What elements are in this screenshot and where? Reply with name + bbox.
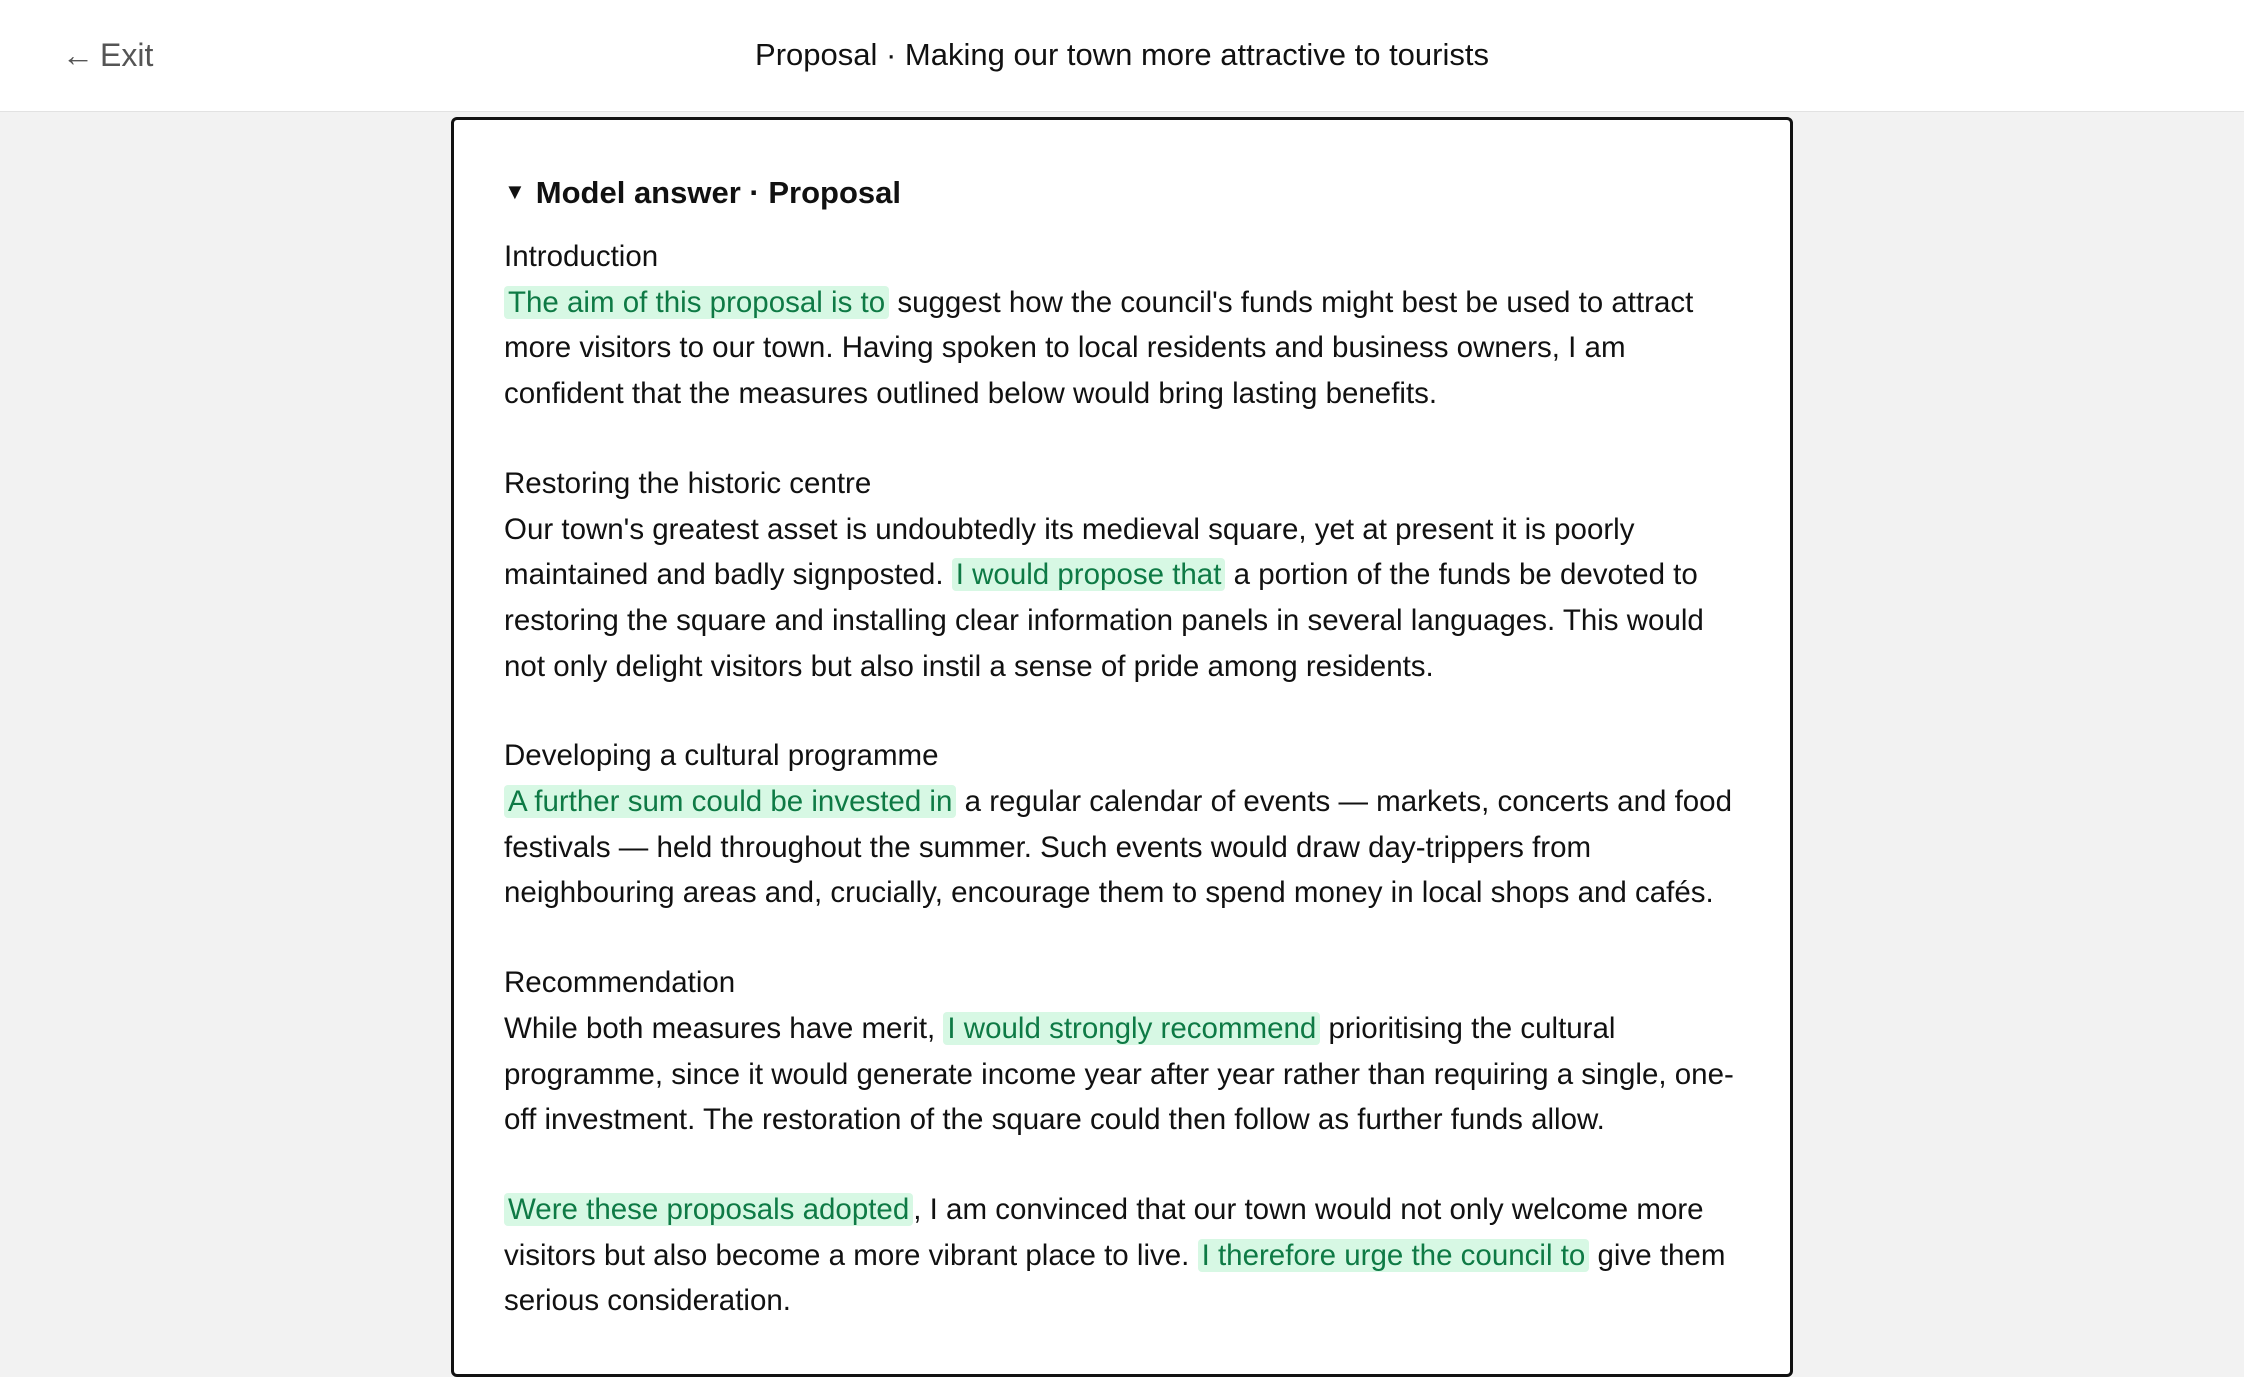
section-paragraph xyxy=(504,779,1744,916)
top-bar xyxy=(0,0,2244,112)
section-heading: Restoring the historic centre xyxy=(504,466,872,500)
section-paragraph xyxy=(504,1187,1744,1324)
page-title: Proposal · Making our town more attractive to tourists xyxy=(755,37,1489,72)
section-heading: Developing a cultural programme xyxy=(504,739,939,773)
paragraph-text: a regular calendar of events — markets, concerts and food festivals — held throughout the summer. Such events would draw day-trippers from neighbouring areas and, crucially, encourage them to spend money in local shops and cafés. xyxy=(504,785,1732,910)
model-answer-title: Model answer · Proposal xyxy=(535,175,901,210)
answer-section xyxy=(504,960,1744,1143)
section-heading: Introduction xyxy=(504,240,659,273)
paragraph-text: While both measures have merit, xyxy=(504,1011,944,1045)
answer-section xyxy=(504,461,1744,690)
section-paragraph xyxy=(504,280,1744,417)
paragraph-text: a portion of the funds be devoted to restoring the square and installing clear information panels in several languages. This would not only delight visitors but also instil a sense of pride among residents. xyxy=(504,558,1704,683)
section-paragraph xyxy=(504,507,1744,690)
answer-section xyxy=(504,1187,1744,1324)
highlighted-phrase: A further sum could be invested in xyxy=(504,785,956,818)
paragraph-text: , I am convinced that our town would not only welcome more visitors but also become a more vibrant place to live. xyxy=(504,1192,1704,1272)
highlighted-phrase: Were these proposals adopted xyxy=(504,1193,913,1226)
answer-section xyxy=(504,234,1744,417)
model-answer-body xyxy=(504,234,1744,1368)
paragraph-text: prioritising the cultural programme, since it would generate income year after year rather than requiring a single, one-off investment. The restoration of the square could then follow as further funds allow. xyxy=(504,1011,1734,1137)
section-paragraph xyxy=(504,1006,1744,1143)
exit-label: Exit xyxy=(100,37,154,73)
disclosure-triangle-down-icon: ▼ xyxy=(504,179,526,204)
paragraph-text: suggest how the council's funds might best be used to attract more visitors to our town. Having spoken to local residents and business owners, I am confident that the measures outlined below would bring lasting benefits. xyxy=(504,285,1694,411)
left-arrow-icon: ← xyxy=(62,37,94,73)
paragraph-text: Our town's greatest asset is undoubtedly its medieval square, yet at present it is poorly maintained and badly signposted. xyxy=(504,512,1635,592)
highlighted-phrase: I would propose that xyxy=(952,558,1226,591)
highlighted-phrase: I therefore urge the council to xyxy=(1198,1239,1590,1272)
section-heading: Recommendation xyxy=(504,966,736,1000)
highlighted-phrase: The aim of this proposal is to xyxy=(504,286,889,319)
answer-section xyxy=(504,733,1744,916)
model-answer-panel xyxy=(451,117,1793,1377)
paragraph-text: give them serious consideration. xyxy=(504,1238,1726,1318)
model-answer-toggle[interactable] xyxy=(504,172,901,213)
highlighted-phrase: I would strongly recommend xyxy=(943,1012,1320,1045)
